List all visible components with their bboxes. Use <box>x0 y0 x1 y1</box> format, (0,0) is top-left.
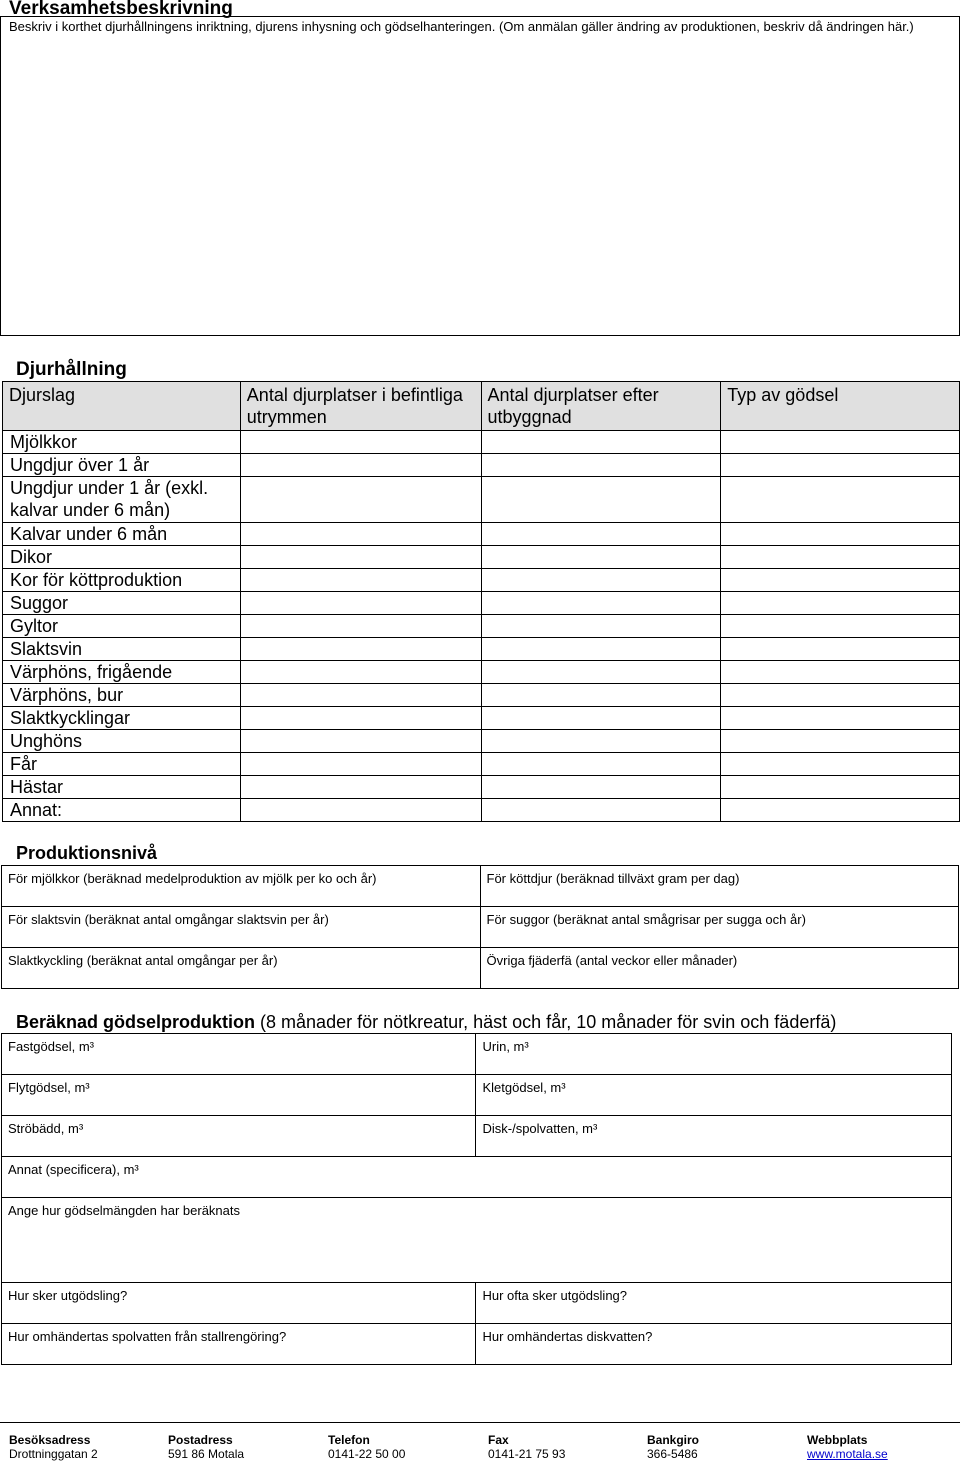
existing-cell[interactable] <box>240 799 481 822</box>
existing-cell[interactable] <box>240 615 481 638</box>
after-cell[interactable] <box>481 753 721 776</box>
field-utgodsling[interactable]: Hur sker utgödsling? <box>2 1283 476 1324</box>
section-title-produktion: Produktionsnivå <box>16 843 158 863</box>
footer-post-value: 591 86 Motala <box>168 1447 245 1461</box>
table-row <box>3 753 960 776</box>
section-title-verksamhet: Verksamhetsbeskrivning <box>9 0 233 19</box>
manure-cell[interactable] <box>721 523 960 546</box>
existing-cell[interactable] <box>240 569 481 592</box>
species-label: Värphöns, bur <box>3 684 241 707</box>
field-utgodsling-ofta[interactable]: Hur ofta sker utgödsling? <box>476 1283 952 1324</box>
manure-cell[interactable] <box>721 477 960 523</box>
species-label: Dikor <box>3 546 241 569</box>
footer-telefon-label: Telefon <box>328 1433 370 1447</box>
species-label: Slaktsvin <box>3 638 241 661</box>
manure-cell[interactable] <box>721 569 960 592</box>
existing-cell[interactable] <box>240 638 481 661</box>
after-cell[interactable] <box>481 546 721 569</box>
table-row <box>3 776 960 799</box>
manure-cell[interactable] <box>721 799 960 822</box>
field-slaktkyckling[interactable]: Slaktkyckling (beräknat antal omgångar per år) <box>2 948 481 989</box>
footer-bankgiro-label: Bankgiro <box>647 1433 700 1447</box>
godsel-title-rest: (8 månader för nötkreatur, häst och får, 10 månader för svin och fäderfä) <box>255 1012 837 1032</box>
manure-cell[interactable] <box>721 730 960 753</box>
table-row <box>3 615 960 638</box>
field-berakning[interactable]: Ange hur gödselmängden har beräknats <box>2 1198 952 1283</box>
species-label: Hästar <box>3 776 241 799</box>
species-label: Annat: <box>3 799 241 822</box>
species-label: Värphöns, frigående <box>3 661 241 684</box>
header-manure: Typ av gödsel <box>721 382 960 431</box>
species-label: Unghöns <box>3 730 241 753</box>
species-label: Kalvar under 6 mån <box>3 523 241 546</box>
footer-besok <box>9 1433 98 1461</box>
field-kletgodsel[interactable]: Kletgödsel, m³ <box>476 1075 952 1116</box>
after-cell[interactable] <box>481 776 721 799</box>
header-after: Antal djurplatser efter utbyggnad <box>481 382 721 431</box>
footer-bankgiro <box>647 1433 699 1461</box>
after-cell[interactable] <box>481 523 721 546</box>
footer-bankgiro-value: 366-5486 <box>647 1447 698 1461</box>
existing-cell[interactable] <box>240 776 481 799</box>
manure-cell[interactable] <box>721 707 960 730</box>
after-cell[interactable] <box>481 592 721 615</box>
after-cell[interactable] <box>481 707 721 730</box>
species-label: Suggor <box>3 592 241 615</box>
field-disk-spolvatten[interactable]: Disk-/spolvatten, m³ <box>476 1116 952 1157</box>
manure-cell[interactable] <box>721 638 960 661</box>
field-urin[interactable]: Urin, m³ <box>476 1034 952 1075</box>
manure-cell[interactable] <box>721 431 960 454</box>
after-cell[interactable] <box>481 638 721 661</box>
manure-cell[interactable] <box>721 776 960 799</box>
table-row <box>3 477 960 523</box>
field-annat[interactable]: Annat (specificera), m³ <box>2 1157 952 1198</box>
godsel-table <box>1 1033 952 1365</box>
table-row <box>3 707 960 730</box>
animal-table <box>2 381 960 822</box>
field-strobadd[interactable]: Ströbädd, m³ <box>2 1116 476 1157</box>
section-title-godsel <box>16 1012 836 1033</box>
species-label: Får <box>3 753 241 776</box>
field-fastgodsel[interactable]: Fastgödsel, m³ <box>2 1034 476 1075</box>
species-label: Mjölkkor <box>3 431 241 454</box>
footer-besok-label: Besöksadress <box>9 1433 91 1447</box>
existing-cell[interactable] <box>240 454 481 477</box>
verksamhet-text[interactable] <box>9 41 951 327</box>
table-row <box>3 730 960 753</box>
field-spolvatten[interactable]: Hur omhändertas spolvatten från stallrengöring? <box>2 1324 476 1365</box>
species-label: Ungdjur över 1 år <box>3 454 241 477</box>
after-cell[interactable] <box>481 454 721 477</box>
after-cell[interactable] <box>481 684 721 707</box>
table-row <box>3 431 960 454</box>
after-cell[interactable] <box>481 661 721 684</box>
species-label: Slaktkycklingar <box>3 707 241 730</box>
existing-cell[interactable] <box>240 753 481 776</box>
existing-cell[interactable] <box>240 707 481 730</box>
after-cell[interactable] <box>481 431 721 454</box>
field-kottdjur[interactable]: För köttdjur (beräknad tillväxt gram per dag) <box>480 866 958 907</box>
footer-webbplats <box>807 1433 888 1461</box>
table-row <box>3 523 960 546</box>
after-cell[interactable] <box>481 799 721 822</box>
after-cell[interactable] <box>481 730 721 753</box>
existing-cell[interactable] <box>240 523 481 546</box>
footer <box>0 1422 960 1463</box>
field-flytgodsel[interactable]: Flytgödsel, m³ <box>2 1075 476 1116</box>
field-diskvatten[interactable]: Hur omhändertas diskvatten? <box>476 1324 952 1365</box>
field-mjolkkor[interactable]: För mjölkkor (beräknad medelproduktion av mjölk per ko och år) <box>2 866 481 907</box>
header-species: Djurslag <box>3 382 241 431</box>
existing-cell[interactable] <box>240 684 481 707</box>
produktion-table <box>1 865 959 989</box>
table-row <box>3 454 960 477</box>
footer-telefon-value: 0141-22 50 00 <box>328 1447 406 1461</box>
manure-cell[interactable] <box>721 753 960 776</box>
header-existing: Antal djurplatser i befintliga utrymmen <box>240 382 481 431</box>
verksamhet-instruction: Beskriv i korthet djurhållningens inriktning, djurens inhysning och gödselhanteringen. (Om anmälan gäller ändring av produktionen, beskriv då ändringen här.) <box>9 19 914 34</box>
footer-webbplats-label: Webbplats <box>807 1433 868 1447</box>
footer-telefon <box>328 1433 405 1461</box>
existing-cell[interactable] <box>240 546 481 569</box>
footer-fax-label: Fax <box>488 1433 509 1447</box>
footer-fax <box>488 1433 565 1461</box>
table-row <box>3 799 960 822</box>
existing-cell[interactable] <box>240 730 481 753</box>
footer-besok-value: Drottninggatan 2 <box>9 1447 98 1461</box>
manure-cell[interactable] <box>721 661 960 684</box>
existing-cell[interactable] <box>240 592 481 615</box>
species-label: Kor för köttproduktion <box>3 569 241 592</box>
manure-cell[interactable] <box>721 454 960 477</box>
existing-cell[interactable] <box>240 477 481 523</box>
field-suggor[interactable]: För suggor (beräknat antal smågrisar per sugga och år) <box>480 907 958 948</box>
after-cell[interactable] <box>481 569 721 592</box>
table-row <box>3 592 960 615</box>
existing-cell[interactable] <box>240 661 481 684</box>
table-row <box>3 546 960 569</box>
existing-cell[interactable] <box>240 431 481 454</box>
table-row <box>3 684 960 707</box>
species-label: Ungdjur under 1 år (exkl. kalvar under 6 mån) <box>3 477 241 523</box>
footer-post-label: Postadress <box>168 1433 233 1447</box>
footer-webbplats-link[interactable]: www.motala.se <box>807 1447 888 1461</box>
after-cell[interactable] <box>481 477 721 523</box>
field-ovriga-fjaderfa[interactable]: Övriga fjäderfä (antal veckor eller månader) <box>480 948 958 989</box>
manure-cell[interactable] <box>721 684 960 707</box>
table-row <box>3 661 960 684</box>
godsel-title-bold: Beräknad gödselproduktion <box>16 1012 256 1032</box>
field-slaktsvin[interactable]: För slaktsvin (beräknat antal omgångar slaktsvin per år) <box>2 907 481 948</box>
verksamhet-box[interactable] <box>0 16 960 336</box>
footer-post <box>168 1433 244 1461</box>
table-row <box>3 569 960 592</box>
after-cell[interactable] <box>481 615 721 638</box>
manure-cell[interactable] <box>721 592 960 615</box>
species-label: Gyltor <box>3 615 241 638</box>
section-title-djurhallning: Djurhållning <box>16 359 127 380</box>
table-row <box>3 638 960 661</box>
footer-fax-value: 0141-21 75 93 <box>488 1447 566 1461</box>
manure-cell[interactable] <box>721 546 960 569</box>
manure-cell[interactable] <box>721 615 960 638</box>
